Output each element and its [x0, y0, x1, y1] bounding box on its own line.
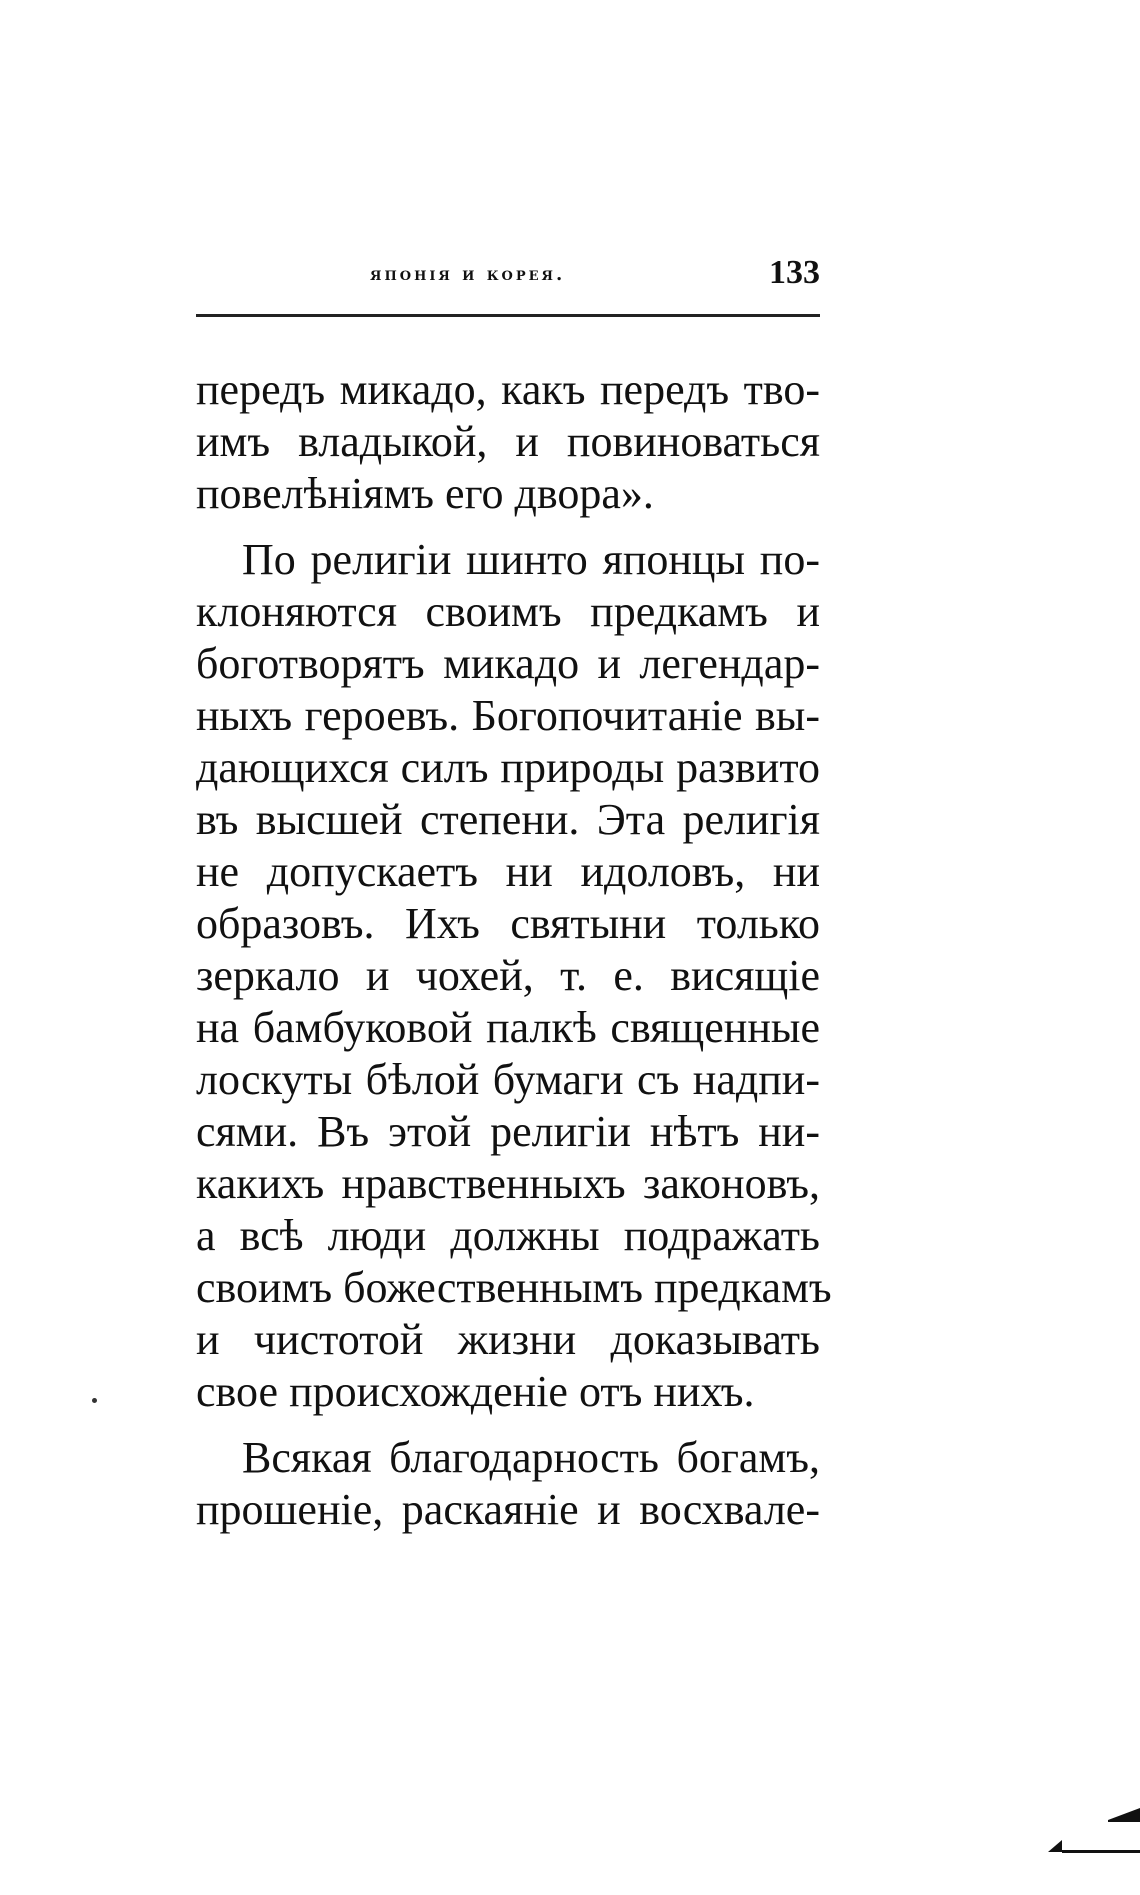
text-line: клоняются своимъ предкамъ и — [196, 587, 820, 636]
text-line: а всѣ люди должны подражать — [196, 1211, 820, 1260]
text-line: не допускаетъ ни идоловъ, ни — [196, 847, 820, 896]
paragraph — [196, 364, 820, 520]
text-line: По религіи шинто японцы по- — [242, 535, 820, 584]
text-line: Всякая благодарность богамъ, — [242, 1433, 820, 1482]
body-text — [196, 364, 832, 1536]
text-line: какихъ нравственныхъ законовъ, — [196, 1159, 820, 1208]
page-number: 133 — [769, 254, 820, 291]
stray-ink-dot — [92, 1398, 97, 1403]
running-head — [196, 250, 820, 296]
text-line: передъ микадо, какъ передъ тво- — [196, 365, 820, 414]
text-line: въ высшей степени. Эта религія — [196, 795, 820, 844]
text-line: на бамбуковой палкѣ священные — [196, 1003, 820, 1052]
text-line: прошеніе, раскаяніе и восхвале- — [196, 1485, 820, 1534]
text-line: своимъ божественнымъ предкамъ — [196, 1263, 832, 1312]
paragraph-gap — [196, 1418, 820, 1432]
paragraph-gap — [196, 520, 820, 534]
text-line: сями. Въ этой религіи нѣтъ ни- — [196, 1107, 820, 1156]
corner-mark-icon — [1048, 1800, 1140, 1860]
text-line: ныхъ героевъ. Богопочитаніе вы- — [196, 691, 820, 740]
text-line: боготворятъ микадо и легендар- — [196, 639, 820, 688]
text-line: образовъ. Ихъ святыни только — [196, 899, 820, 948]
text-line: имъ владыкой, и повиноваться — [196, 417, 820, 466]
text-line: свое происхожденіе отъ нихъ. — [196, 1367, 755, 1416]
header-rule — [196, 314, 820, 317]
text-line: зеркало и чохей, т. е. висящіе — [196, 951, 820, 1000]
running-head-title: японія и корея. — [370, 264, 566, 285]
paragraph — [196, 534, 832, 1418]
text-line: дающихся силъ природы развито — [196, 743, 820, 792]
text-line: и чистотой жизни доказывать — [196, 1315, 820, 1364]
paragraph — [196, 1432, 820, 1536]
text-line: повелѣніямъ его двора». — [196, 469, 654, 518]
text-line: лоскуты бѣлой бумаги съ надпи- — [196, 1055, 820, 1104]
